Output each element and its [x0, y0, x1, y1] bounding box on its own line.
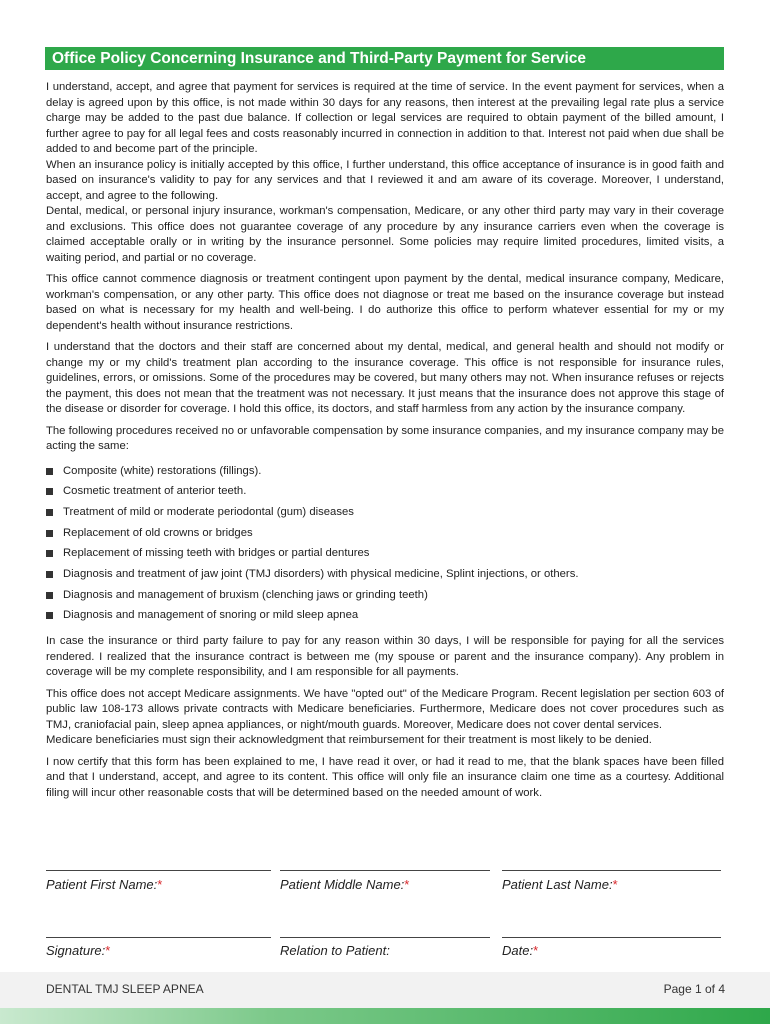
bullet-square-icon: [46, 571, 53, 578]
last-name-field[interactable]: [502, 870, 721, 871]
date-field[interactable]: [502, 937, 721, 938]
paragraph-procedures-intro: The following procedures received no or unfavorable compensation by some insurance companies, and my insurance company may be acting the same:: [46, 424, 724, 452]
first-name-label: Patient First Name:*: [46, 877, 163, 892]
bullet-square-icon: [46, 550, 53, 557]
paragraph-insurance-acceptance: When an insurance policy is initially accepted by this office, I further understand, this office acceptance of insurance is in good faith and based on insurance's validity to pay for any services and that I reviewed it and am aware of its coverage. Moreover, I understand, accept, and agree to the following.: [46, 158, 724, 202]
footer-accent-bar: [0, 1008, 770, 1024]
page-footer: [0, 972, 770, 1010]
required-marker: *: [404, 877, 410, 892]
middle-name-label: Patient Middle Name:*: [280, 877, 410, 892]
required-marker: *: [612, 877, 618, 892]
date-label: Date:*: [502, 943, 539, 958]
list-item: Treatment of mild or moderate periodontal (gum) diseases: [46, 502, 724, 523]
paragraph-no-contingent-treatment: This office cannot commence diagnosis or treatment contingent upon payment by the dental, medical insurance company, Medicare, workman's compensation, or any other party. This office does not diagnose or treat me based on the insurance coverage but instead based on what is necessary for my health and well-being. I do authorize this office to perform whatever essential for my or my dependent's health without insurance restrictions.: [46, 273, 724, 332]
form-title: Office Policy Concerning Insurance and Third-Party Payment for Service: [52, 50, 587, 67]
signature-field[interactable]: [46, 937, 271, 938]
paragraph-coverage-variation: Dental, medical, or personal injury insurance, workman's compensation, Medicare, or any other third party may vary in their coverage and exclusions. This office does not guarantee coverage of any procedure by any insurance carriers even when the coverage is claimed acceptable orally or in writing by the insurance personnel. Some policies may require limited procedures, limited visits, a waiting period, and partial or no coverage.: [46, 205, 724, 264]
paragraph-medicare-optout: This office does not accept Medicare assignments. We have "opted out" of the Medicare Program. Recent legislation per section 603 of public law 108-173 allows private contracts with Medicare beneficiaries. Furthermore, Medicare does not cover procedures such as TMJ, craniofacial pain, sleep apnea appliances, or night/mouth guards. Moreover, Medicare does not cover dental services.: [46, 687, 724, 731]
list-item: Cosmetic treatment of anterior teeth.: [46, 481, 724, 502]
list-item: Replacement of old crowns or bridges: [46, 523, 724, 544]
required-marker: *: [157, 877, 163, 892]
paragraph-patient-responsibility: In case the insurance or third party failure to pay for any reason within 30 days, I will be responsible for paying for all the services rendered. I realized that the insurance contract is between me (my spouse or parent and the insurance company). Any problem in coverage will be my complete responsibility, and I am responsible for all payments.: [46, 635, 724, 678]
first-name-field[interactable]: [46, 870, 271, 871]
bullet-square-icon: [46, 612, 53, 619]
bullet-square-icon: [46, 488, 53, 495]
paragraph-certification: I now certify that this form has been explained to me, I have read it over, or had it read to me, that the blank spaces have been filled and that I understand, accept, and agree to its content. This office will only file an insurance claim one time as a courtesy. Additional filing will incur other reasonable costs that will be determined based on the needed amount of work.: [46, 755, 724, 799]
middle-name-field[interactable]: [280, 870, 490, 871]
list-item: Replacement of missing teeth with bridges or partial dentures: [46, 543, 724, 564]
list-item: Diagnosis and treatment of jaw joint (TMJ disorders) with physical medicine, Splint injections, or others.: [46, 564, 724, 585]
required-marker: *: [533, 943, 539, 958]
bullet-square-icon: [46, 530, 53, 537]
policy-body: [46, 80, 724, 807]
relation-field[interactable]: [280, 937, 490, 938]
list-item: Diagnosis and management of snoring or mild sleep apnea: [46, 605, 724, 626]
relation-label: Relation to Patient:: [280, 943, 390, 958]
paragraph-treatment-plan: I understand that the doctors and their staff are concerned about my dental, medical, and general health and should not modify or change my or my child's treatment plan according to the insurance coverage. This office is not responsible for insurance rules, guidelines, errors, or omissions. Some of the procedures may be covered, but many others may not. When insurance refuses or rejects the payment, this does not mean that the treatment was not necessary. It just means that the insurance does not approve this stage of the disease or disorder for coverage. I hold this office, its doctors, and staff harmless from any action by the insurance company.: [46, 341, 724, 415]
page-number: Page 1 of 4: [663, 982, 725, 996]
signature-label: Signature:*: [46, 943, 111, 958]
procedures-list: [46, 461, 724, 627]
bullet-square-icon: [46, 509, 53, 516]
footer-practice-name: DENTAL TMJ SLEEP APNEA: [46, 982, 204, 996]
list-item: Composite (white) restorations (fillings).: [46, 461, 724, 482]
form-title-banner: [45, 47, 724, 70]
required-marker: *: [105, 943, 111, 958]
paragraph-payment-terms: I understand, accept, and agree that payment for services is required at the time of service. In the event payment for services, when a delay is agreed upon by this office, is not made within 30 days for any reasons, then interest at the prevailing legal rate plus a service charge may be added to the past due balance. If collection or legal services are required to obtain payment of the billed amount, I further agree to pay for all legal fees and costs reasonably incurred in connection in addition to that. Interest not paid when due shall be added to and become part of the principle.: [46, 81, 724, 155]
paragraph-medicare-acknowledgment: Medicare beneficiaries must sign their acknowledgment that reimbursement for their treatment is most likely to be denied.: [46, 734, 652, 746]
last-name-label: Patient Last Name:*: [502, 877, 618, 892]
bullet-square-icon: [46, 468, 53, 475]
bullet-square-icon: [46, 592, 53, 599]
list-item: Diagnosis and management of bruxism (clenching jaws or grinding teeth): [46, 585, 724, 606]
